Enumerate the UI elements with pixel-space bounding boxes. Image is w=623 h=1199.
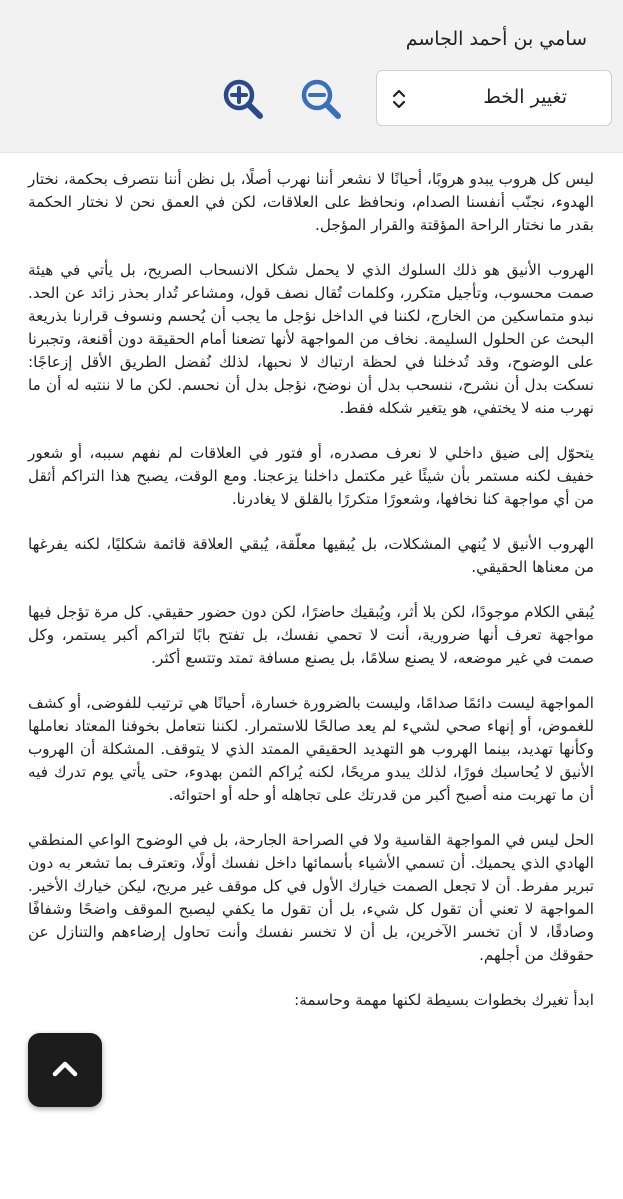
reader-header [0,0,623,153]
select-arrows-icon [391,88,407,110]
author-name: سامي بن أحمد الجاسم [405,28,587,50]
article-paragraph: الهروب الأنيق لا يُنهي المشكلات، بل يُبقيها معلّقة، يُبقي العلاقة قائمة شكليًا، لكنه يفرغها من معناها الحقيقي. [28,535,594,576]
chevron-up-icon [51,1059,79,1079]
article-paragraph: الهروب الأنيق هو ذلك السلوك الذي لا يحمل شكل الانسحاب الصريح، بل يأتي في هيئة صمت محسوب، وتأجيل متكرر، وكلمات تُقال نصف قول، ومشاعر تُدار بحذر زائد عن الحد. نبدو متماسكين من الخارج، لكننا في الداخل نؤجل ما يجب أن يُحسم ونسوف قرارنا بذريعة البحث عن الحلول السليمة. نخاف من المواجهة لأنها تضعنا أمام الحقيقة دون أقنعة، وتجبرنا على الوضوح، وقد تُدخلنا في لحظة ارتباك لا نحبها، لذلك نُفضل الطريق الأقل إزعاجًا: نسكت بدل أن نشرح، ننسحب بدل أن نوضح، نؤجل بدل أن نحسم. لكن ما لا ننتبه له أن ما نهرب منه لا يختفي، هو يتغير شكله فقط. [28,261,594,417]
article-paragraph: ابدأ تغيرك بخطوات بسيطة لكنها مهمة وحاسمة: [294,991,594,1009]
font-select-label: تغيير الخط [483,86,567,108]
font-select[interactable] [376,70,612,126]
article-body [28,168,594,1034]
article-paragraph: يُبقي الكلام موجودًا، لكن بلا أثر، ويُبقيك حاضرًا، لكن دون حضور حقيقي. كل مرة تؤجل فيها مواجهة تعرف أنها ضرورية، أنت لا تحمي نفسك، بل تفتح بابًا لتراكم أكبر يستمر، وكل صمت في غير موضعه، لا يصنع سلامًا، بل يصنع مسافة تمتد وتتسع أكثر. [28,603,594,667]
article-paragraph: يتحوّل إلى ضيق داخلي لا نعرف مصدره، أو فتور في العلاقات لم نفهم سببه، أو شعور خفيف لكنه مستمر بأن شيئًا غير مكتمل داخلنا يزعجنا. ومع الوقت، يصبح هذا التراكم أثقل من أي مواجهة كنا نخافها، وشعورًا متكررًا بالقلق لا يغادرنا. [28,444,594,508]
scroll-to-top-button[interactable] [28,1033,102,1107]
zoom-in-icon[interactable] [222,78,264,120]
article-paragraph: الحل ليس في المواجهة القاسية ولا في الصراحة الجارحة، بل في الوضوح الواعي المنطقي الهادي الذي يحميك. أن تسمي الأشياء بأسمائها داخل نفسك أولًا، وتعترف بما تشعر به دون تبرير مفرط. أن لا تجعل الصمت خيارك الأول في كل موقف غير مريح، ليكن خيارك الأخير. المواجهة لا تعني أن تقول كل شيء، بل أن تقول ما يكفي ليصبح الموقف واضحًا وشفافًا وصادقًا، لا أن تخسر الآخرين، بل أن لا تخسر نفسك وأنت تحاول إرضاءهم والتنازل عن حقوقك من أجلهم. [28,831,594,964]
article-paragraph: المواجهة ليست دائمًا صدامًا، وليست بالضرورة خسارة، أحيانًا هي ترتيب للفوضى، أو كشف للغموض، أو إنهاء صحي لشيء لم يعد صالحًا للاستمرار. لكننا نتعامل بخوفنا المعتاد نعاملها وكأنها تهديد، بينما الهروب هو التهديد الحقيقي الممتد الذي لا يتوقف. المشكلة أن الهروب الأنيق لا يُحاسبك فورًا، لذلك يبدو مريحًا، لكنه يُراكم الثمن بهدوء، حتى يأتي يوم تدرك فيه أن ما تهربت منه أصبح أكبر من قدرتك على تجاهله أو حله أو احتوائه. [28,694,594,804]
article-paragraph: ليس كل هروب يبدو هروبًا، أحيانًا لا نشعر أننا نهرب أصلًا، بل نظن أننا نتصرف بحكمة، نختار الهدوء، نجنّب أنفسنا الصدام، ونحافظ على العلاقات، لكن في العمق نحن لا نختار الحكمة بقدر ما نختار الراحة المؤقتة والقرار المؤجل. [28,170,594,234]
zoom-out-icon[interactable] [300,78,342,120]
